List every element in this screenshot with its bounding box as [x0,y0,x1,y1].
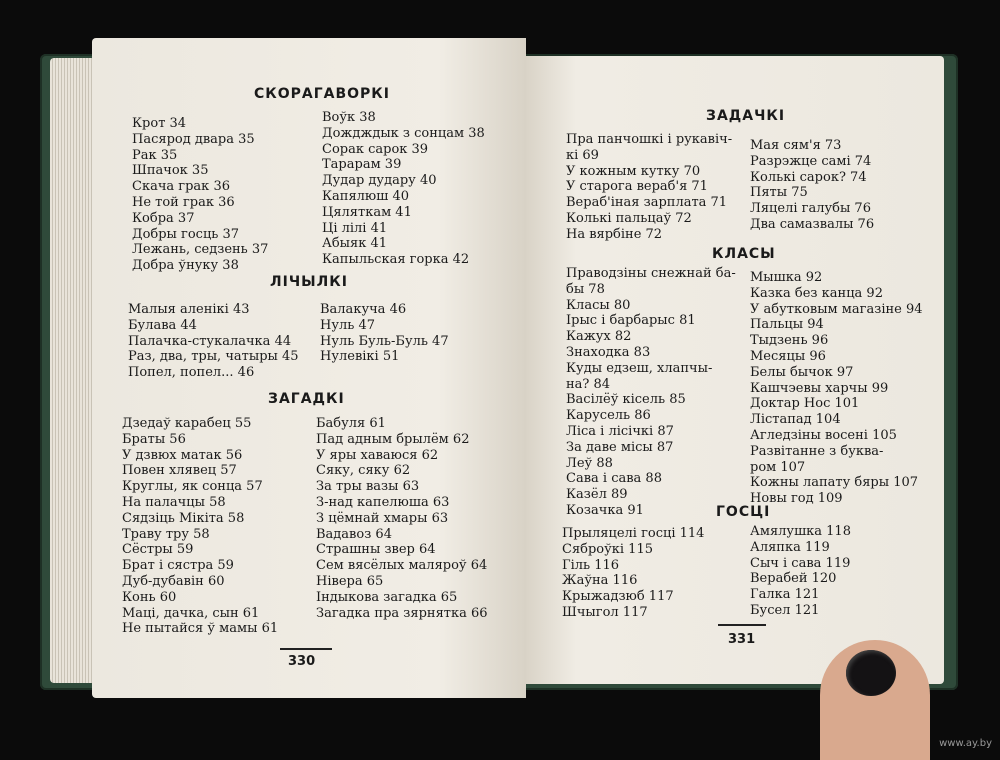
toc-entry: Амялушка 118 [750,524,851,539]
toc-entry: Браты 56 [122,431,186,447]
toc-entry: Капыльская горка 42 [322,252,470,268]
section-title: ЗАГАДКІ [268,391,345,407]
toc-column [566,266,736,519]
toc-entry: Вераб'іная зарплата 71 [566,195,728,211]
toc-entry: ром 107 [750,459,806,475]
toc-entry: Разрэжце самі 74 [750,153,872,169]
toc-entry: Добра ўнуку 38 [132,258,239,274]
toc-entry: Індыкова загадка 65 [316,589,458,605]
fingernail [846,650,896,696]
toc-entry: Месяцы 96 [750,348,826,364]
page-edges [50,58,98,683]
toc-entry: Крыжадзюб 117 [562,589,674,605]
toc-column [750,270,923,507]
toc-entry: Траву тру 58 [122,526,210,542]
toc-entry: Раз, два, тры, чатыры 45 [128,349,299,365]
toc-entry: З цёмнай хмары 63 [316,510,449,526]
toc-entry: Знаходка 83 [566,344,651,360]
toc-entry: Казка без канца 92 [750,285,883,301]
toc-entry: Галка 121 [750,587,820,603]
toc-entry: Шчыгол 117 [562,604,648,620]
toc-entry: Куды едзеш, хлапчы- [566,360,713,376]
toc-entry: Мая сям'я 73 [750,138,842,153]
toc-entry: Сядзіць Мікіта 58 [122,510,245,526]
toc-entry: Лістапад 104 [750,412,841,428]
toc-entry: Не той грак 36 [132,194,235,210]
toc-column [128,302,299,381]
toc-column [320,302,449,365]
toc-entry: Малыя аленікі 43 [128,302,250,317]
toc-column [316,416,488,621]
toc-entry: Страшны звер 64 [316,542,436,558]
toc-entry: Праводзіны снежнай ба- [566,266,736,281]
toc-entry: Мышка 92 [750,270,823,285]
toc-entry: Класы 80 [566,297,631,313]
toc-entry: Маці, дачка, сын 61 [122,605,260,621]
toc-entry: Аляпка 119 [750,539,830,555]
toc-entry: За даве місы 87 [566,439,674,455]
toc-entry: Скача грак 36 [132,179,230,195]
toc-entry: Верабей 120 [750,571,837,587]
section-title: ЗАДАЧКІ [706,108,786,124]
toc-entry: Ляцелі галубы 76 [750,201,871,217]
toc-entry: Два самазвалы 76 [750,216,875,232]
toc-entry: Козачка 91 [566,502,644,518]
toc-entry: Дождждык з сонцам 38 [322,125,485,141]
toc-entry: Новы год 109 [750,491,843,507]
toc-entry: Булава 44 [128,317,197,333]
toc-entry: Прыляцелі госці 114 [562,526,705,541]
toc-entry: Колькі сарок? 74 [750,169,867,185]
toc-entry: Не пытайся ў мамы 61 [122,621,279,637]
toc-entry: Жаўна 116 [562,573,638,589]
toc-entry: Повен хлявец 57 [122,463,237,479]
toc-entry: У кожным кутку 70 [566,163,701,179]
toc-entry: Бабуля 61 [316,416,386,431]
toc-entry: Белы бычок 97 [750,364,854,380]
toc-entry: Пальцы 94 [750,317,824,333]
toc-entry: Нуль Буль-Буль 47 [320,333,449,349]
toc-entry: Сава і сава 88 [566,471,662,487]
toc-column [566,132,732,243]
toc-entry: Дудар дудару 40 [322,173,437,189]
toc-entry: Крот 34 [132,116,187,131]
toc-entry: Абыяк 41 [322,236,388,252]
toc-entry: Васілёў кісель 85 [566,392,686,408]
toc-entry: Пасярод двара 35 [132,131,255,147]
toc-entry: Палачка-стукалачка 44 [128,333,292,349]
toc-entry: Кобра 37 [132,210,195,226]
toc-entry: Круглы, як сонца 57 [122,479,263,495]
toc-entry: Рак 35 [132,147,178,163]
section-title: СКОРАГАВОРКІ [254,86,390,102]
toc-entry: Ліса і лісічкі 87 [566,423,674,439]
section-title: ГОСЦІ [716,504,771,520]
toc-entry: Сёстры 59 [122,542,194,558]
toc-entry: У абутковым магазіне 94 [750,301,923,317]
toc-entry: кі 69 [566,147,599,163]
toc-entry: Развітанне з буква- [750,443,884,459]
toc-entry: Пад адным брылём 62 [316,431,470,447]
toc-entry: Сем вясёлых маляроў 64 [316,558,488,574]
toc-entry: Казёл 89 [566,487,628,503]
toc-entry: бы 78 [566,281,605,297]
toc-entry: Конь 60 [122,589,177,605]
toc-column [750,524,851,619]
toc-entry: Сяброўкі 115 [562,541,653,557]
toc-entry: Ці лілі 41 [322,220,388,236]
toc-entry: Кашчэевы харчы 99 [750,380,889,396]
toc-column [122,416,278,637]
watermark: www.ay.by [939,738,992,749]
toc-entry: Ірыс і барбарыс 81 [566,313,696,329]
toc-entry: Дуб-дубавін 60 [122,573,225,589]
toc-entry: Брат і сястра 59 [122,558,234,574]
toc-entry: У яры хаваюся 62 [316,447,439,463]
toc-entry: Нівера 65 [316,573,384,589]
toc-entry: Капялюш 40 [322,188,410,204]
toc-entry: Пра панчошкі і рукавіч- [566,132,733,147]
page-rule [718,624,766,626]
toc-entry: Шпачок 35 [132,163,209,179]
toc-entry: Тыдзень 96 [750,333,829,349]
toc-entry: Гіль 116 [562,557,620,573]
toc-entry: Валакуча 46 [320,302,407,317]
toc-entry: Сяку, сяку 62 [316,463,411,479]
toc-column [322,110,485,268]
toc-entry: У дзвюх матак 56 [122,447,243,463]
toc-entry: Загадка пра зярнятка 66 [316,605,488,621]
toc-column [132,116,268,274]
toc-entry: Нулевікі 51 [320,349,400,365]
toc-entry: На палачцы 58 [122,494,226,510]
toc-entry: Кожны лапату бяры 107 [750,475,919,491]
toc-entry: Нуль 47 [320,317,375,333]
toc-entry: Добры госць 37 [132,226,240,242]
toc-entry: Агледзіны восені 105 [750,427,897,443]
toc-entry: Воўк 38 [322,110,376,125]
left-page [92,38,526,698]
toc-entry: Сыч і сава 119 [750,555,851,571]
toc-entry: Сорак сарок 39 [322,141,429,157]
page-rule [280,648,332,650]
toc-column [562,526,704,621]
page-number: 330 [288,654,316,669]
toc-entry: Бусел 121 [750,602,820,618]
toc-column [750,138,874,233]
toc-entry: У старога вераб'я 71 [566,179,708,195]
toc-entry: Карусель 86 [566,408,651,424]
toc-entry: З-над капелюша 63 [316,494,450,510]
toc-entry: Доктар Нос 101 [750,396,860,412]
toc-entry: на? 84 [566,376,611,392]
toc-entry: Кажух 82 [566,329,632,345]
toc-entry: Дзедаў карабец 55 [122,416,252,431]
page-number: 331 [728,632,756,647]
section-title: КЛАСЫ [712,246,776,262]
section-title: ЛІЧЫЛКІ [270,274,348,290]
right-page [526,56,944,684]
toc-entry: Колькі пальцаў 72 [566,210,692,226]
toc-entry: Лежань, седзень 37 [132,242,269,258]
toc-entry: Тарарам 39 [322,157,402,173]
toc-entry: За тры вазы 63 [316,479,420,495]
toc-entry: Пяты 75 [750,185,808,201]
toc-entry: Цяляткам 41 [322,204,412,220]
toc-entry: На вярбіне 72 [566,226,663,242]
toc-entry: Леў 88 [566,455,613,471]
toc-entry: Попел, попел... 46 [128,365,255,381]
toc-entry: Вадавоз 64 [316,526,392,542]
